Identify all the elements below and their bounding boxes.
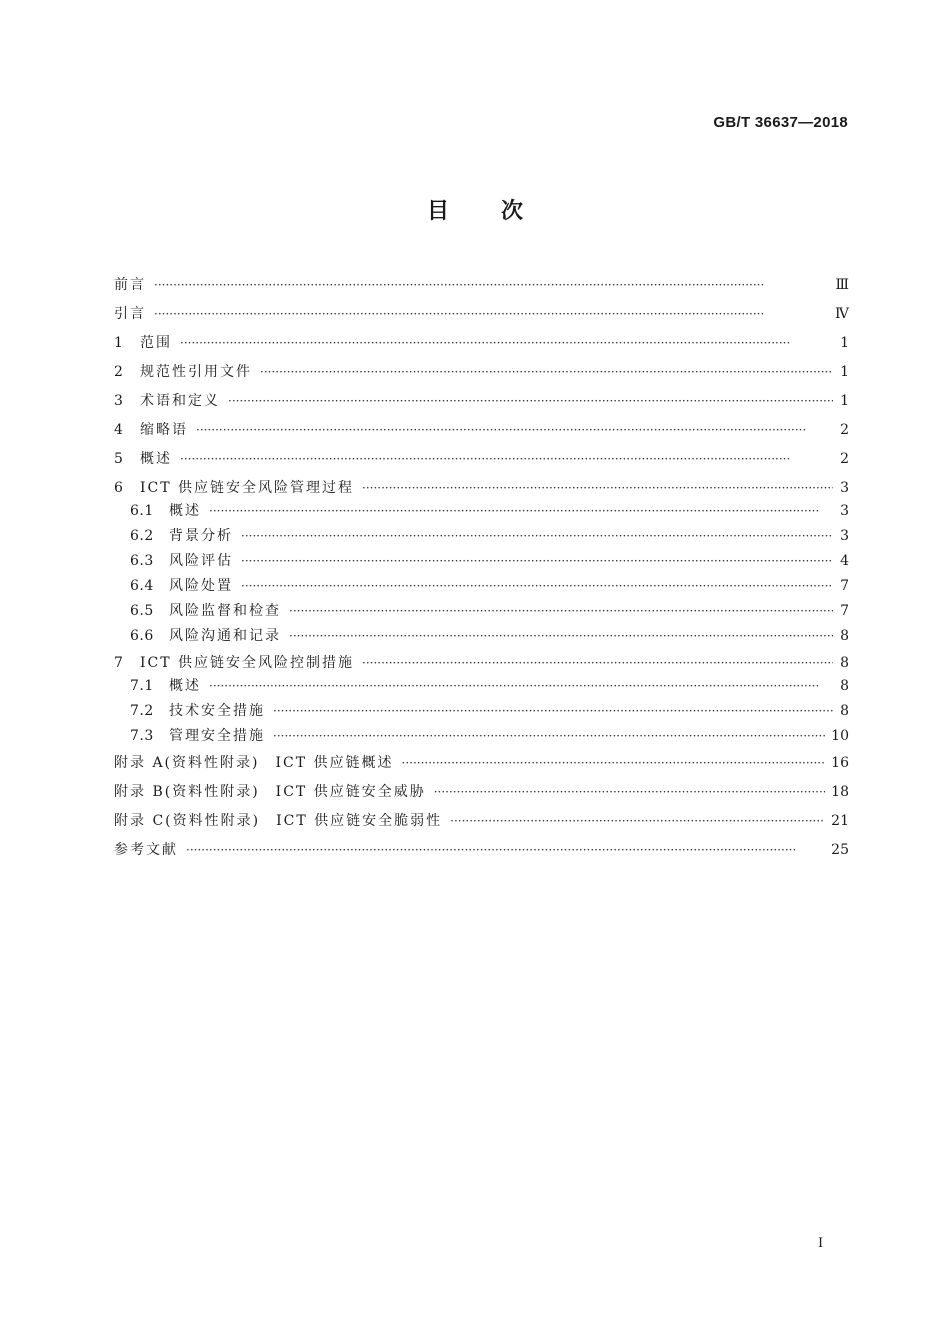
toc-entry-number: 7.2 — [130, 703, 154, 719]
toc-subentry[interactable] — [114, 699, 849, 724]
toc-subentry[interactable] — [114, 599, 849, 624]
toc-entry[interactable] — [114, 836, 849, 865]
toc-entry[interactable] — [114, 445, 849, 474]
table-of-contents — [114, 271, 849, 865]
toc-entry-label: 规范性引用文件 — [140, 364, 252, 380]
toc-entry[interactable] — [114, 358, 849, 387]
toc-entry-page: 7 — [840, 578, 849, 594]
toc-entry-label: 风险评估 — [169, 553, 233, 569]
toc-entry-page: 18 — [831, 784, 849, 800]
toc-entry-page: 8 — [840, 678, 849, 694]
page-number: I — [818, 1236, 824, 1251]
toc-entry-number: 5 — [114, 451, 124, 467]
toc-entry-label: 前言 — [114, 277, 146, 293]
toc-leader — [241, 549, 833, 574]
toc-subentry[interactable] — [114, 674, 849, 699]
toc-entry-number: 7 — [114, 655, 124, 671]
toc-entry-number: 6.6 — [130, 628, 154, 644]
toc-subentry[interactable] — [114, 524, 849, 549]
toc-entry-label: 附录 A(资料性附录) ICT 供应链概述 — [114, 755, 394, 771]
toc-entry[interactable] — [114, 271, 849, 300]
toc-leader — [209, 499, 833, 524]
toc-entry-page: Ⅳ — [835, 306, 849, 322]
toc-leader — [241, 574, 833, 599]
toc-entry-number: 4 — [114, 422, 124, 438]
toc-entry[interactable] — [114, 416, 849, 445]
toc-entry[interactable] — [114, 807, 849, 836]
toc-entry-number: 6.3 — [130, 553, 154, 569]
toc-leader — [289, 599, 833, 624]
toc-entry-page: 16 — [831, 755, 849, 771]
toc-entry-label: 引言 — [114, 306, 146, 322]
toc-entry-number: 6.2 — [130, 528, 154, 544]
toc-entry-label: 风险处置 — [169, 578, 233, 594]
toc-entry-label: ICT 供应链安全风险控制措施 — [140, 655, 355, 671]
toc-entry[interactable] — [114, 778, 849, 807]
page-title: 目次 — [426, 199, 575, 224]
toc-entry-label: 附录 C(资料性附录) ICT 供应链安全脆弱性 — [114, 813, 443, 829]
toc-entry-label: 风险沟通和记录 — [169, 628, 281, 644]
toc-leader — [180, 445, 833, 474]
toc-entry-label: 概述 — [169, 678, 201, 694]
toc-entry-label: 范围 — [140, 335, 172, 351]
toc-entry-label: 附录 B(资料性附录) ICT 供应链安全威胁 — [114, 784, 426, 800]
toc-entry-label: ICT 供应链安全风险管理过程 — [140, 480, 355, 496]
toc-entry-label: 风险监督和检查 — [169, 603, 281, 619]
toc-leader — [260, 358, 833, 387]
toc-subentry[interactable] — [114, 499, 849, 524]
toc-leader — [186, 836, 825, 865]
toc-subentry[interactable] — [114, 549, 849, 574]
toc-entry-number: 6.5 — [130, 603, 154, 619]
toc-entry-label: 参考文献 — [114, 842, 178, 858]
toc-leader — [154, 271, 829, 300]
toc-entry-label: 缩略语 — [140, 422, 188, 438]
toc-entry-label: 术语和定义 — [140, 393, 220, 409]
toc-entry-label: 概述 — [140, 451, 172, 467]
toc-entry-number: 7.1 — [130, 678, 154, 694]
toc-entry-page: Ⅲ — [835, 277, 849, 293]
toc-entry-number: 2 — [114, 364, 124, 380]
toc-leader — [289, 624, 833, 649]
toc-leader — [209, 674, 833, 699]
toc-entry-page: 1 — [840, 364, 849, 380]
toc-entry-page: 1 — [840, 393, 849, 409]
toc-entry-label: 技术安全措施 — [169, 703, 265, 719]
toc-entry-label: 背景分析 — [169, 528, 233, 544]
toc-entry[interactable] — [114, 329, 849, 358]
toc-entry-page: 3 — [840, 528, 849, 544]
standard-code: GB/T 36637—2018 — [713, 114, 848, 131]
toc-leader — [228, 387, 833, 416]
toc-leader — [450, 807, 825, 836]
toc-entry-page: 8 — [840, 655, 849, 671]
toc-entry-page: 25 — [831, 842, 849, 858]
toc-entry-page: 3 — [840, 503, 849, 519]
toc-entry-number: 7.3 — [130, 728, 154, 744]
toc-entry-page: 4 — [840, 553, 849, 569]
toc-subentry[interactable] — [114, 574, 849, 599]
toc-entry-page: 7 — [840, 603, 849, 619]
toc-entry-number: 6.1 — [130, 503, 154, 519]
toc-entry-page: 2 — [840, 451, 849, 467]
toc-entry[interactable] — [114, 387, 849, 416]
toc-leader — [180, 329, 833, 358]
toc-entry-page: 10 — [831, 728, 849, 744]
toc-entry-number: 3 — [114, 393, 124, 409]
toc-leader — [154, 300, 829, 329]
toc-entry[interactable] — [114, 300, 849, 329]
toc-leader — [196, 416, 833, 445]
toc-entry-number: 6 — [114, 480, 124, 496]
toc-entry-page: 3 — [840, 480, 849, 496]
toc-entry-page: 1 — [840, 335, 849, 351]
toc-entry-number: 1 — [114, 335, 124, 351]
toc-entry-page: 8 — [840, 628, 849, 644]
toc-entry-page: 8 — [840, 703, 849, 719]
toc-entry-label: 管理安全措施 — [169, 728, 265, 744]
toc-leader — [273, 724, 825, 749]
toc-leader — [402, 749, 826, 778]
toc-entry-number: 6.4 — [130, 578, 154, 594]
toc-entry-label: 概述 — [169, 503, 201, 519]
toc-leader — [241, 524, 833, 549]
toc-subentry[interactable] — [114, 724, 849, 749]
toc-subentry[interactable] — [114, 624, 849, 649]
toc-entry-page: 21 — [831, 813, 849, 829]
toc-entry[interactable] — [114, 749, 849, 778]
toc-leader — [434, 778, 825, 807]
toc-leader — [273, 699, 833, 724]
toc-entry-page: 2 — [840, 422, 849, 438]
